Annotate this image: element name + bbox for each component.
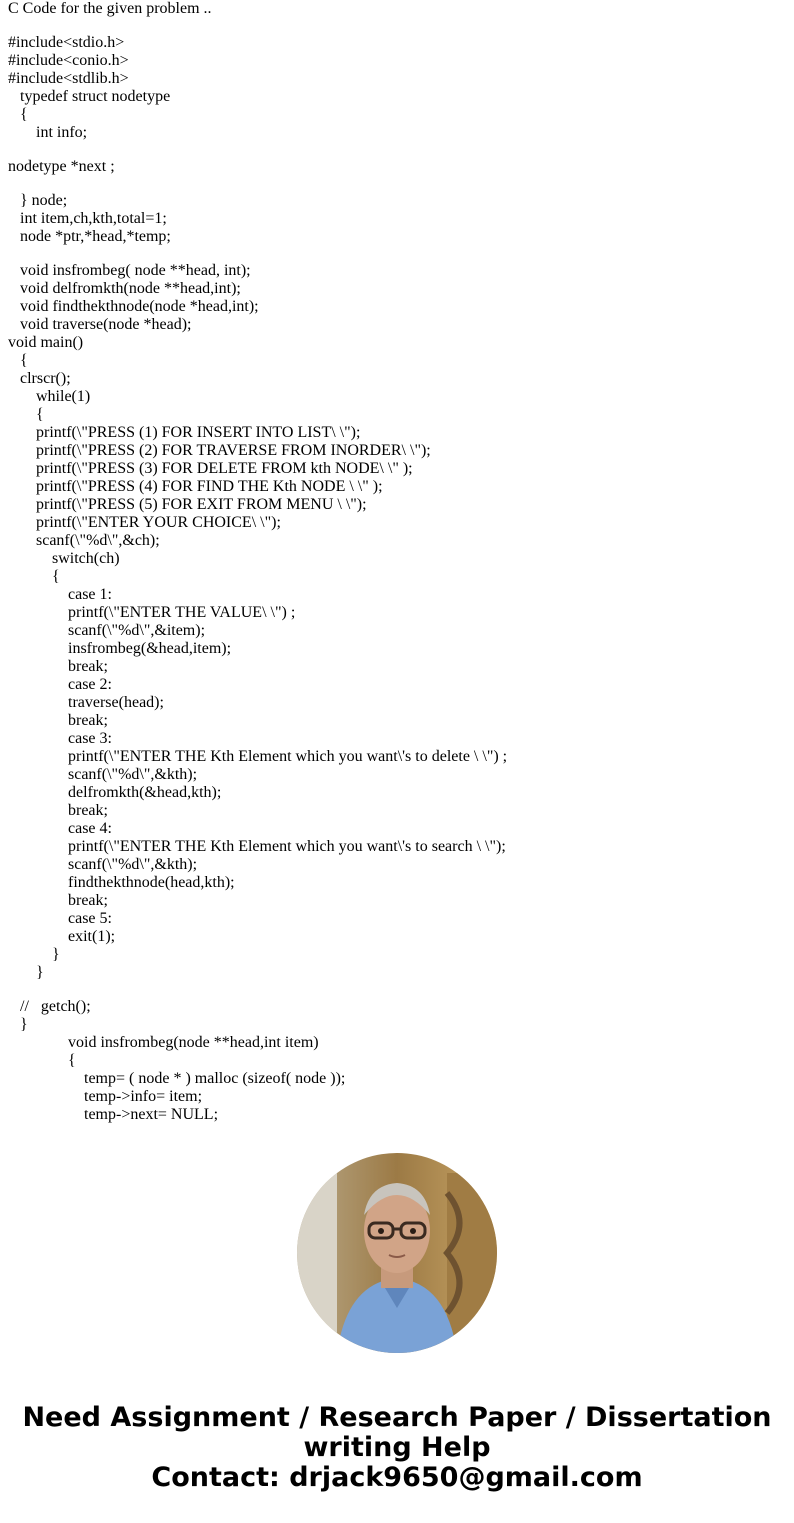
code-line: temp->info= item; [8, 1088, 203, 1105]
spacer [8, 982, 788, 998]
code-line: temp->next= NULL; [8, 1106, 219, 1123]
code-line: // getch(); [8, 998, 91, 1015]
spacer [8, 142, 788, 158]
code-block-includes [8, 34, 788, 142]
document-body [8, 0, 788, 1124]
code-line: { [8, 106, 28, 123]
code-line: printf(\"ENTER THE Kth Element which you want\'s to delete \ \") ; [8, 748, 508, 765]
code-line: printf(\"PRESS (1) FOR INSERT INTO LIST\ \"); [8, 424, 361, 441]
code-line: printf(\"PRESS (3) FOR DELETE FROM kth NODE\ \" ); [8, 460, 413, 477]
code-line: int info; [8, 124, 88, 141]
code-line: printf(\"PRESS (5) FOR EXIT FROM MENU \ \"); [8, 496, 367, 513]
code-line: } [8, 946, 60, 963]
code-line: #include<stdlib.h> [8, 70, 129, 87]
code-line: insfrombeg(&head,item); [8, 640, 232, 657]
code-line: break; [8, 658, 108, 675]
code-line: { [8, 1052, 76, 1069]
code-line: case 2: [8, 676, 112, 693]
code-line: void insfrombeg(node **head,int item) [8, 1034, 319, 1051]
code-line: { [8, 352, 28, 369]
code-line: clrscr(); [8, 370, 71, 387]
author-photo [297, 1153, 497, 1353]
code-line: printf(\"ENTER YOUR CHOICE\ \"); [8, 514, 281, 531]
promo-banner [0, 1403, 794, 1493]
code-line: traverse(head); [8, 694, 164, 711]
code-line: while(1) [8, 388, 91, 405]
code-line: printf(\"PRESS (4) FOR FIND THE Kth NODE \ \" ); [8, 478, 383, 495]
code-line: #include<stdio.h> [8, 34, 125, 51]
code-block-insfrombeg [8, 998, 788, 1124]
spacer [8, 176, 788, 192]
code-line: node *ptr,*head,*temp; [8, 228, 171, 245]
code-line: { [8, 406, 44, 423]
code-line: case 1: [8, 586, 112, 603]
code-block-next-pointer [8, 158, 788, 176]
code-line: scanf(\"%d\",&ch); [8, 532, 160, 549]
code-line: findthekthnode(head,kth); [8, 874, 235, 891]
code-line: scanf(\"%d\",&kth); [8, 856, 198, 873]
document-heading: C Code for the given problem .. [8, 0, 212, 17]
code-line: } [8, 964, 44, 981]
promo-line-1: Need Assignment / Research Paper / Dissertation [22, 1402, 772, 1433]
code-line: typedef struct nodetype [8, 88, 171, 105]
code-line: printf(\"PRESS (2) FOR TRAVERSE FROM INORDER\ \"); [8, 442, 431, 459]
code-block-main [8, 262, 788, 982]
promo-contact: Contact: drjack9650@gmail.com [151, 1462, 643, 1493]
code-line: break; [8, 802, 108, 819]
code-line: #include<conio.h> [8, 52, 129, 69]
code-line: scanf(\"%d\",&kth); [8, 766, 198, 783]
code-line: delfromkth(&head,kth); [8, 784, 222, 801]
code-line: scanf(\"%d\",&item); [8, 622, 206, 639]
code-line: case 4: [8, 820, 112, 837]
code-line: case 3: [8, 730, 112, 747]
code-line: nodetype *next ; [8, 158, 115, 175]
code-line: printf(\"ENTER THE VALUE\ \") ; [8, 604, 296, 621]
code-line: printf(\"ENTER THE Kth Element which you want\'s to search \ \"); [8, 838, 506, 855]
code-block-globals [8, 192, 788, 246]
promo-line-2: writing Help [303, 1432, 491, 1463]
code-line: { [8, 568, 60, 585]
code-line: int item,ch,kth,total=1; [8, 210, 167, 227]
code-line: void delfromkth(node **head,int); [8, 280, 241, 297]
code-line: void traverse(node *head); [8, 316, 192, 333]
code-line: void insfrombeg( node **head, int); [8, 262, 251, 279]
code-line: } [8, 1016, 28, 1033]
code-line: break; [8, 892, 108, 909]
spacer [8, 18, 788, 34]
code-line: void findthekthnode(node *head,int); [8, 298, 259, 315]
author-portrait-icon [297, 1153, 497, 1353]
code-line: switch(ch) [8, 550, 120, 567]
code-line: } node; [8, 192, 68, 209]
spacer [8, 246, 788, 262]
code-line: break; [8, 712, 108, 729]
code-line: case 5: [8, 910, 112, 927]
code-line: void main() [8, 334, 84, 351]
code-line: exit(1); [8, 928, 116, 945]
code-line: temp= ( node * ) malloc (sizeof( node )); [8, 1070, 346, 1087]
